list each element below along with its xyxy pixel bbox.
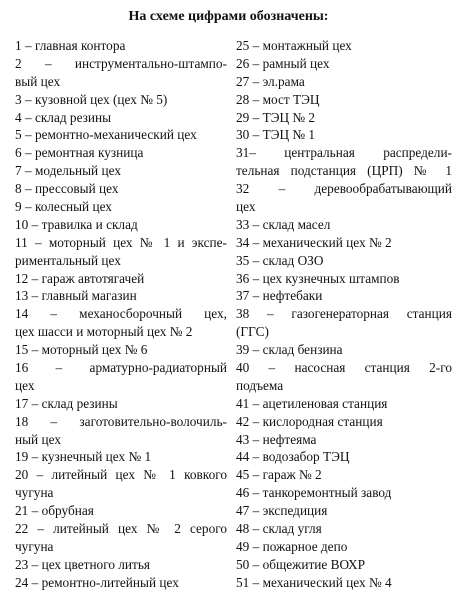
legend-line: 31– центральная распредели- (236, 145, 452, 161)
legend-line: вый цех (15, 73, 61, 89)
legend-line: 18 – заготовительно-волочиль- (15, 413, 227, 429)
legend-line: 45 – гараж № 2 (236, 467, 322, 483)
legend-title: На схеме цифрами обозначены: (128, 9, 329, 24)
legend-line: 33 – склад масел (236, 216, 331, 232)
legend-line: 50 – общежитие ВОХР (236, 556, 366, 572)
legend-line: 11 – моторный цех № 1 и экспе- (15, 234, 227, 250)
legend-line: цех (236, 199, 256, 215)
legend-line: 29 – ТЭЦ № 2 (236, 109, 316, 125)
legend-left-column (15, 37, 227, 592)
legend-line: цех (15, 377, 35, 393)
legend-line: 10 – травилка и склад (15, 216, 138, 232)
legend-line: 8 – прессовый цех (15, 181, 119, 197)
legend-line: 13 – главный магазин (15, 288, 137, 304)
legend-line: 41 – ацетиленовая станция (236, 395, 388, 411)
legend-line: 19 – кузнечный цех № 1 (15, 449, 152, 465)
legend-line: 25 – монтажный цех (236, 38, 352, 53)
legend-line: 14 – механосборочный цех, (15, 306, 227, 322)
legend-line: подъема (236, 377, 284, 393)
legend-line: 20 – литейный цех № 1 ковкого (15, 467, 227, 483)
legend-line: 2 – инструментально-штампо- (15, 55, 227, 71)
legend-line: 26 – рамный цех (236, 55, 330, 71)
legend-line: 39 – склад бензина (236, 342, 343, 358)
legend-line: 34 – механический цех № 2 (236, 234, 392, 250)
legend-line: 27 – эл.рама (236, 73, 305, 89)
legend-line: 22 – литейный цех № 2 серого (15, 521, 227, 537)
legend-line: 4 – склад резины (15, 109, 112, 125)
legend-right-column (236, 37, 452, 592)
legend-line: 15 – моторный цех № 6 (15, 342, 148, 358)
legend-line: 16 – арматурно-радиаторный (15, 360, 227, 376)
legend-line: 47 – экспедиция (236, 503, 328, 519)
legend-line: 1 – главная контора (15, 38, 126, 53)
legend-line: чугуна (15, 485, 54, 501)
legend-line: тельная подстанция (ЦРП) № 1 (236, 163, 452, 179)
legend-line: 21 – обрубная (15, 503, 94, 519)
legend-line: 42 – кислородная станция (236, 413, 383, 429)
legend-line: 36 – цех кузнечных штампов (236, 270, 400, 286)
legend-line: 43 – нефтеяма (236, 431, 317, 447)
legend-line: (ГГС) (236, 324, 269, 340)
legend-line: 12 – гараж автотягачей (15, 270, 145, 286)
legend-line: цех шасси и моторный цех № 2 (15, 324, 193, 340)
legend-line: 7 – модельный цех (15, 163, 121, 179)
legend-line: 40 – насосная станция 2-го (236, 360, 452, 376)
legend-line: 23 – цех цветного литья (15, 556, 151, 572)
legend-line: 37 – нефтебаки (236, 288, 323, 304)
legend-line: 28 – мост ТЭЦ (236, 91, 320, 107)
legend-line: 6 – ремонтная кузница (15, 145, 144, 161)
legend-line: ный цех (15, 431, 61, 447)
legend-line: 49 – пожарное депо (236, 538, 348, 554)
legend-line: 5 – ремонтно-механический цех (15, 127, 197, 143)
legend-line: 51 – механический цех № 4 (236, 574, 392, 590)
legend-line: 46 – танкоремонтный завод (236, 485, 392, 501)
legend-line: 9 – колесный цех (15, 199, 112, 215)
legend-line: 44 – водозабор ТЭЦ (236, 449, 350, 465)
legend-line: 48 – склад угля (236, 521, 322, 537)
legend-line: риментальный цех (15, 252, 121, 268)
legend-line: 32 – деревообрабатывающий (236, 181, 452, 197)
legend-line: 30 – ТЭЦ № 1 (236, 127, 316, 143)
legend-line: чугуна (15, 538, 54, 554)
legend-line: 3 – кузовной цех (цех № 5) (15, 91, 168, 107)
legend-line: 24 – ремонтно-литейный цех (15, 574, 179, 590)
legend-line: 38 – газогенераторная станция (236, 306, 452, 322)
legend-line: 35 – склад ОЗО (236, 252, 324, 268)
legend-line: 17 – склад резины (15, 395, 118, 411)
